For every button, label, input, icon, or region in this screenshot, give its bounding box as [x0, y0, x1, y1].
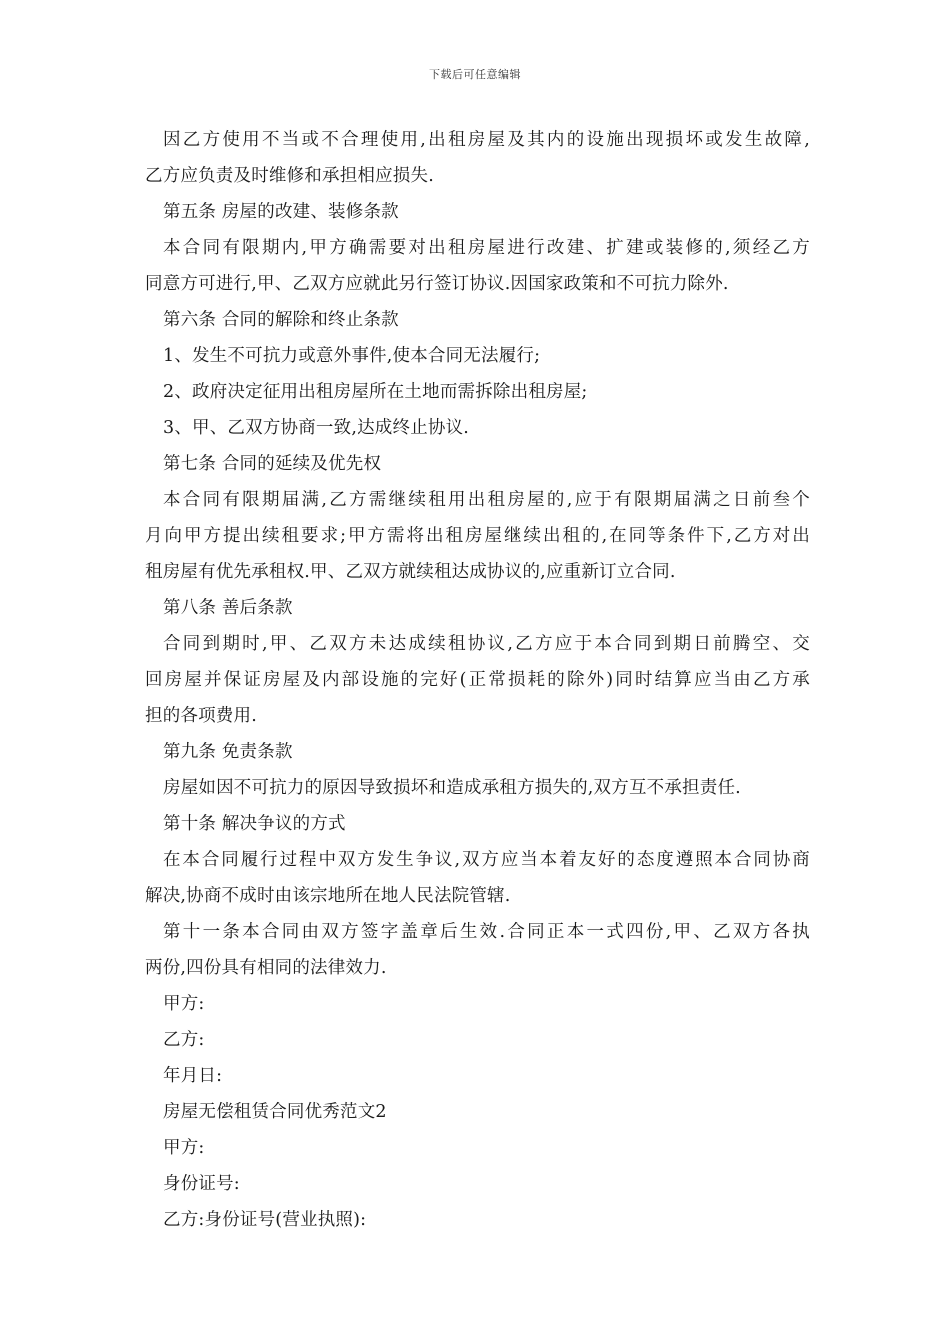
- document-line: 甲方:: [163, 994, 205, 1014]
- document-line: 担的各项费用.: [145, 706, 257, 726]
- document-line: 合同到期时,甲、乙双方未达成续租协议,乙方应于本合同到期日前腾空、交: [163, 634, 810, 654]
- page-header: 下载后可任意编辑: [429, 68, 521, 81]
- document-line: 第十一条本合同由双方签字盖章后生效.合同正本一式四份,甲、乙双方各执: [163, 922, 810, 942]
- document-line: 回房屋并保证房屋及内部设施的完好(正常损耗的除外)同时结算应当由乙方承: [145, 670, 810, 690]
- document-line: 甲方:: [163, 1138, 205, 1158]
- document-line: 第十条 解决争议的方式: [163, 814, 346, 834]
- document-line: 2、政府决定征用出租房屋所在土地而需拆除出租房屋;: [163, 382, 588, 402]
- document-line: 第五条 房屋的改建、装修条款: [163, 202, 399, 222]
- document-line: 第七条 合同的延续及优先权: [163, 454, 382, 474]
- document-line: 同意方可进行,甲、乙双方应就此另行签订协议.因国家政策和不可抗力除外.: [145, 274, 729, 294]
- document-line: 第六条 合同的解除和终止条款: [163, 310, 399, 330]
- document-line: 两份,四份具有相同的法律效力.: [145, 958, 387, 978]
- document-line: 本合同有限期届满,乙方需继续租用出租房屋的,应于有限期届满之日前叁个: [163, 490, 810, 510]
- document-line: 租房屋有优先承租权.甲、乙双方就续租达成协议的,应重新订立合同.: [145, 562, 676, 582]
- document-line: 第九条 免责条款: [163, 742, 293, 762]
- document-line: 房屋无偿租赁合同优秀范文2: [163, 1102, 387, 1122]
- document-line: 本合同有限期内,甲方确需要对出租房屋进行改建、扩建或装修的,须经乙方: [163, 238, 810, 258]
- document-line: 解决,协商不成时由该宗地所在地人民法院管辖.: [145, 886, 511, 906]
- document-line: 乙方:: [163, 1030, 205, 1050]
- document-body: [145, 122, 810, 1238]
- document-line: 月向甲方提出续租要求;甲方需将出租房屋继续出租的,在同等条件下,乙方对出: [145, 526, 810, 546]
- document-line: 在本合同履行过程中双方发生争议,双方应当本着友好的态度遵照本合同协商: [163, 850, 810, 870]
- document-line: 年月日:: [163, 1066, 223, 1086]
- document-line: 3、甲、乙双方协商一致,达成终止协议.: [163, 418, 470, 438]
- document-line: 房屋如因不可抗力的原因导致损坏和造成承租方损失的,双方互不承担责任.: [163, 778, 741, 798]
- document-line: 1、发生不可抗力或意外事件,使本合同无法履行;: [163, 346, 541, 366]
- document-line: 第八条 善后条款: [163, 598, 293, 618]
- document-line: 乙方应负责及时维修和承担相应损失.: [145, 166, 434, 186]
- document-line: 乙方:身份证号(营业执照):: [163, 1210, 367, 1230]
- document-line: 身份证号:: [163, 1174, 240, 1194]
- document-line: 因乙方使用不当或不合理使用,出租房屋及其内的设施出现损坏或发生故障,: [163, 130, 810, 150]
